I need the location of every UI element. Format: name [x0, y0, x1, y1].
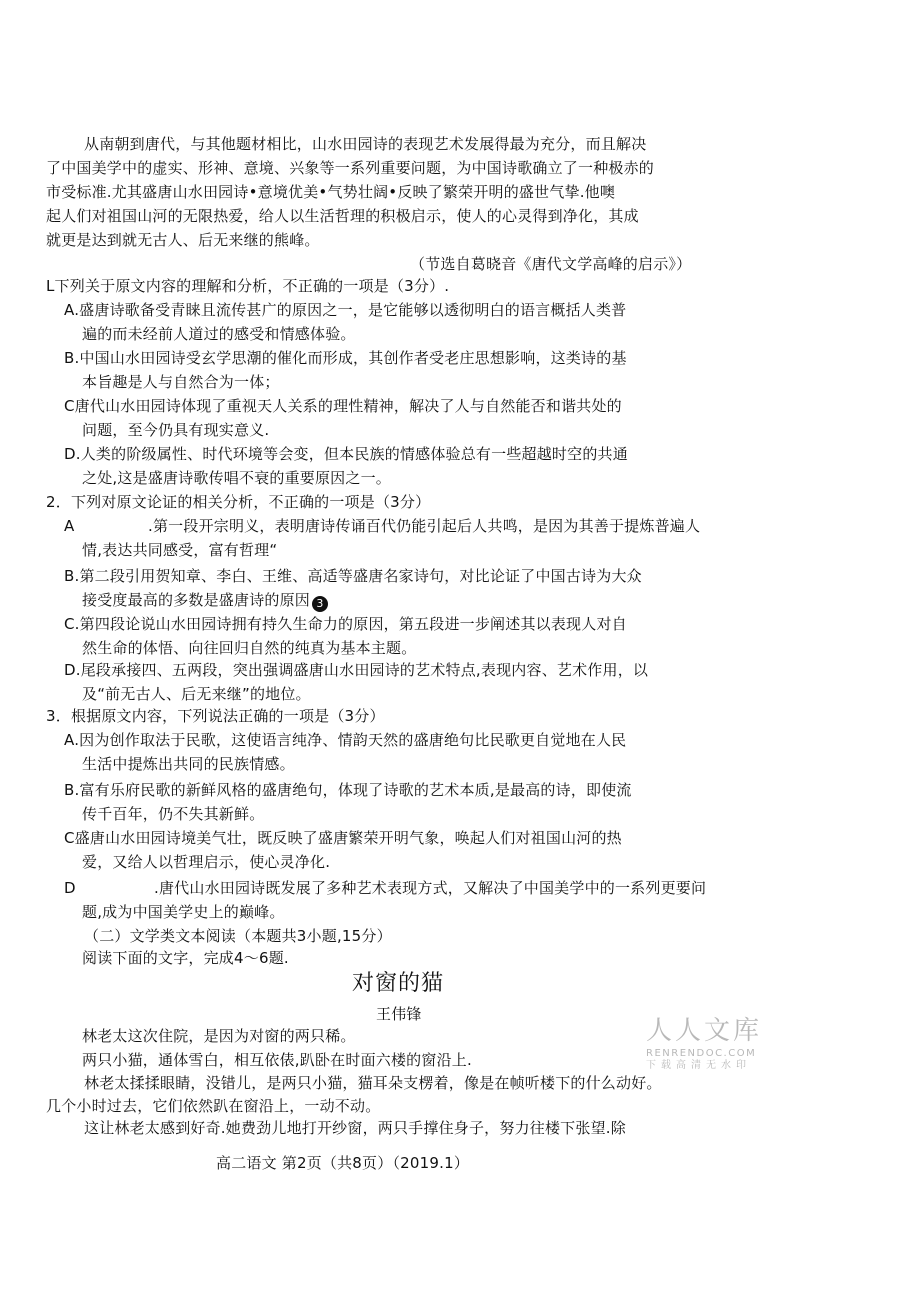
story-line-1: 林老太这次住院，是因为对窗的两只稀。 [82, 1027, 356, 1045]
q1-option-b-line2: 本旨趣是人与自然合为一体； [82, 373, 280, 391]
story-author: 王伟锋 [376, 1005, 422, 1023]
passage-line-1: 从南朝到唐代，与其他题材相比，山水田园诗的表现艺术发展得最为充分，而且解决 [84, 135, 647, 153]
q2-option-a-line2: 情,表达共同感受，富有哲理“ [82, 541, 278, 559]
page-footer: 高二语文 第2页（共8页）（2019.1） [216, 1154, 470, 1172]
q2-option-c-line2: 然生命的体悟、向往回归自然的纯真为基本主题。 [82, 639, 417, 657]
story-title: 对窗的猫 [352, 971, 445, 996]
watermark [646, 1016, 762, 1072]
q2-stem: 2．下列对原文论证的相关分析，不正确的一项是（3分） [46, 493, 431, 511]
watermark-url: RENRENDOC.COM [646, 1048, 757, 1059]
q1-option-c-line1: C唐代山水田园诗体现了重视天人关系的理性精神，解决了人与自然能否和谐共处的 [64, 397, 622, 415]
q3-option-a-line1: A.因为创作取法于民歌，这使语言纯净、情韵天然的盛唐绝句比民歌更自觉地在人民 [64, 731, 627, 749]
q1-option-b-line1: B.中国山水田园诗受玄学思潮的催化而形成，其创作者受老庄思想影响，这类诗的基 [64, 349, 627, 367]
passage-line-2: 了中国美学中的虚实、形神、意境、兴象等一系列重要问题，为中国诗歌确立了一种极赤的 [46, 159, 655, 177]
story-line-4: 几个小时过去，它们依然趴在窗沿上，一动不动。 [46, 1097, 381, 1115]
passage-line-4: 起人们对祖国山河的无限热爱，给人以生活哲理的积极启示，使人的心灵得到净化，其成 [46, 207, 639, 225]
q3-option-b-line1: B.富有乐府民歌的新鲜风格的盛唐绝句，体现了诗歌的艺术本质,是最高的诗，即使流 [64, 781, 632, 799]
q1-option-d-line1: D.人类的阶级属性、时代环境等会变，但本民族的情感体验总有一些超越时空的共通 [64, 445, 628, 463]
q3-option-c-line1: C盛唐山水田园诗境美气壮，既反映了盛唐繁荣开明气象，唤起人们对祖国山河的热 [64, 829, 622, 847]
q1-option-a-line2: 遍的而未经前人道过的感受和情感体验。 [82, 325, 356, 343]
q2-option-c-line1: C.第四段论说山水田园诗拥有持久生命力的原因，第五段进一步阐述其以表现人对自 [64, 615, 627, 633]
passage-line-5: 就更是达到就无古人、后无来继的熊峰。 [46, 231, 320, 249]
q2-option-b-line2 [82, 590, 328, 612]
q2-option-d-line1: D.尾段承接四、五两段，突出强调盛唐山水田园诗的艺术特点,表现内容、艺术作用，以 [64, 661, 649, 679]
q1-option-c-line2: 问题，至今仍具有现实意义. [82, 421, 270, 439]
q2-option-d-line2: 及“前无古人、后无来继”的地位。 [82, 685, 311, 703]
story-line-5: 这让林老太感到好奇.她费劲儿地打开纱窗，两只手撑住身子，努力往楼下张望.除 [84, 1119, 626, 1137]
q3-option-c-line2: 爱，又给人以哲理启示，使心灵净化. [82, 853, 331, 871]
q3-option-b-line2: 传千百年，仍不失其新鲜。 [82, 805, 265, 823]
q3-option-d-label: D [64, 879, 76, 897]
section2-heading: （二）文学类文本阅读（本题共3小题,15分） [84, 927, 392, 945]
q1-stem: L下列关于原文内容的理解和分析，不正确的一项是（3分）. [46, 277, 450, 295]
story-line-2: 两只小猫，通体雪白，相互依俵,趴卧在时面六楼的窗沿上. [82, 1051, 472, 1069]
section2-instruction: 阅读下面的文字，完成4〜6题. [82, 949, 289, 967]
watermark-title: 人人文库 [646, 1016, 763, 1046]
circled-three-mark: 3 [312, 596, 328, 612]
q2-option-b-text: 接受度最高的多数是盛唐诗的原因 [82, 591, 311, 609]
watermark-tagline: 下载高清无水印 [646, 1060, 751, 1071]
q2-option-a-label: A [64, 517, 75, 535]
q3-option-d-line1: .唐代山水田园诗既发展了多种艺术表现方式，又解决了中国美学中的一系列更要问 [154, 879, 707, 897]
q3-option-d-line2: 题,成为中国美学史上的巅峰。 [82, 903, 285, 921]
q2-option-a-line1: .第一段开宗明义，表明唐诗传诵百代仍能引起后人共鸣，是因为其善于提炼普遍人 [148, 517, 701, 535]
passage-line-3: 市受标准.尤其盛唐山水田园诗•意境优美•气势壮阔•反映了繁荣开明的盛世气挚.他噢 [46, 183, 616, 201]
q1-option-a-line1: A.盛唐诗歌备受青睐且流传甚广的原因之一，是它能够以透彻明白的语言概括人类普 [64, 301, 627, 319]
passage-source: （节选自葛晓音《唐代文学高峰的启示》） [410, 255, 692, 273]
q2-option-b-line1: B.第二段引用贺知章、李白、王维、高适等盛唐名家诗句，对比论证了中国古诗为大众 [64, 567, 642, 585]
q1-option-d-line2: 之处,这是盛唐诗歌传唱不衰的重要原因之一。 [82, 469, 391, 487]
q3-option-a-line2: 生活中提炼出共同的民族情感。 [82, 755, 295, 773]
story-line-3: 林老太揉揉眼睛，没错儿，是两只小猫，猫耳朵支楞着，像是在帧听楼下的什么动好。 [84, 1074, 662, 1092]
q3-stem: 3．根据原文内容，下列说法正确的一项是（3分） [46, 707, 385, 725]
